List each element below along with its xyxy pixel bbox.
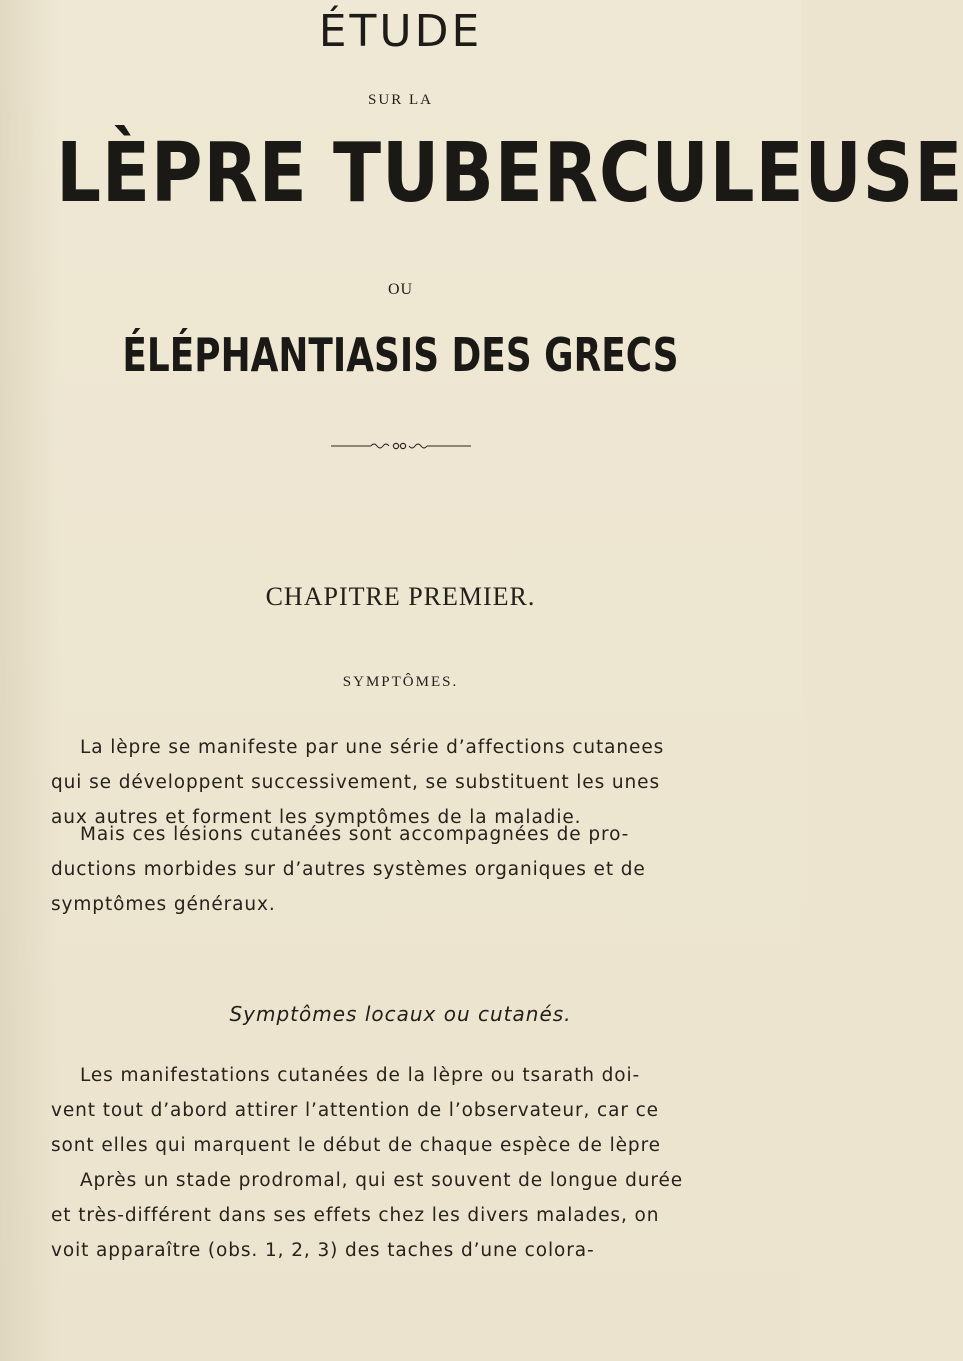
paragraph-line: Les manifestations cutanées de la lèpre ou tsarath doi-	[80, 1065, 641, 1086]
paragraph-3	[51, 1058, 765, 1268]
paragraph-line: sont elles qui marquent le début de chaque espèce de lèpre	[51, 1135, 661, 1156]
subtitle-sur-la: SUR LA	[368, 92, 433, 108]
section-heading: SYMPTÔMES.	[342, 674, 459, 690]
chapter-heading: CHAPITRE PREMIER.	[265, 582, 536, 611]
paragraph-line: qui se développent successivement, se substituent les unes	[51, 772, 660, 793]
subsection-heading: Symptômes locaux ou cutanés.	[229, 1002, 572, 1026]
paragraph-line: vent tout d’abord attirer l’attention de l’observateur, car ce	[51, 1100, 659, 1121]
ornament-divider-icon	[331, 436, 471, 456]
paragraph-line: aux autres et forment les symptômes de la maladie.	[51, 807, 582, 828]
paragraph-line: et très-différent dans ses effets chez les divers malades, on	[51, 1205, 660, 1226]
paragraph-line: Mais ces lésions cutanées sont accompagnées de pro-	[80, 824, 630, 845]
main-title: LÈPRE TUBERCULEUSE	[56, 126, 963, 221]
title-etude: ÉTUDE	[318, 6, 483, 57]
alternate-title: ÉLÉPHANTIASIS DES GRECS	[122, 328, 679, 382]
paragraph-line: symptômes généraux.	[51, 894, 276, 915]
paragraph-line: Après un stade prodromal, qui est souvent de longue durée	[80, 1170, 684, 1191]
paragraph-line: voit apparaître (obs. 1, 2, 3) des taches d’une colora-	[51, 1240, 595, 1261]
paragraph-line: ductions morbides sur d’autres systèmes organiques et de	[51, 859, 646, 880]
paragraph-line: La lèpre se manifeste par une série d’affections cutanees	[80, 737, 665, 758]
paragraph-2	[51, 817, 765, 922]
conjunction-ou: OU	[387, 281, 414, 298]
